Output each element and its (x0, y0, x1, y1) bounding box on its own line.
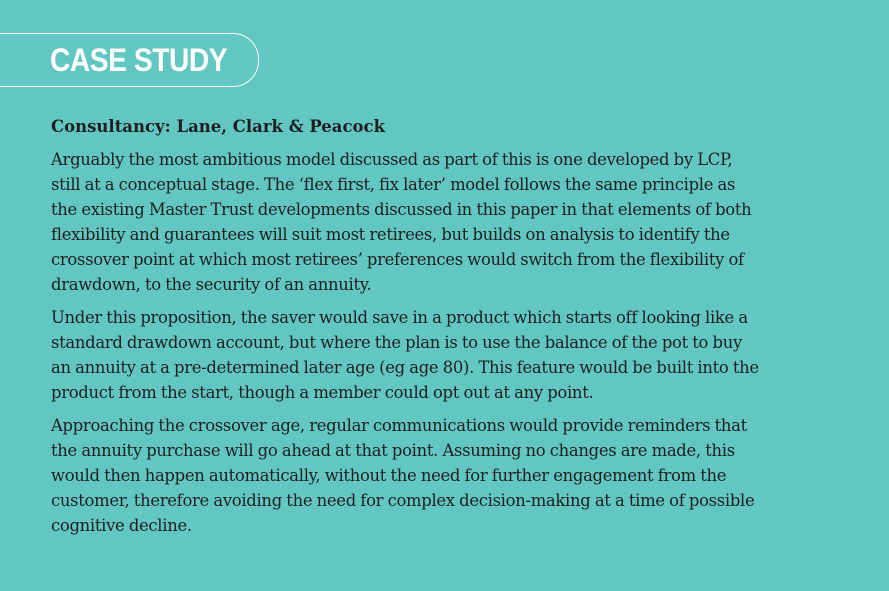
paragraph-line: cognitive decline. (51, 516, 192, 535)
paragraph-line: the existing Master Trust developments discussed in this paper in that elements of both (51, 200, 752, 219)
paragraph-line: Approaching the crossover age, regular communications would provide reminders that (51, 416, 747, 435)
paragraph-line: the annuity purchase will go ahead at that point. Assuming no changes are made, this (51, 441, 735, 460)
paragraph-line: still at a conceptual stage. The ‘flex first, fix later’ model follows the same principle as (51, 175, 736, 194)
paragraph-line: product from the start, though a member could opt out at any point. (51, 383, 594, 402)
paragraph-line: crossover point at which most retirees’ preferences would switch from the flexibility of (51, 250, 744, 269)
paragraph-line: Arguably the most ambitious model discussed as part of this is one developed by LCP, (51, 150, 733, 169)
paragraph-line: standard drawdown account, but where the plan is to use the balance of the pot to buy (51, 333, 742, 352)
paragraph-line: drawdown, to the security of an annuity. (51, 275, 372, 294)
paragraph-line: Under this proposition, the saver would save in a product which starts off looking like a (51, 308, 748, 327)
consultancy-heading: Consultancy: Lane, Clark & Peacock (51, 117, 386, 136)
paragraph-line: flexibility and guarantees will suit most retirees, but builds on analysis to identify the (51, 225, 730, 244)
paragraph-3 (51, 413, 851, 538)
paragraph-2 (51, 305, 851, 405)
paragraph-line: an annuity at a pre-determined later age (eg age 80). This feature would be built into the (51, 358, 759, 377)
paragraph-line: would then happen automatically, without the need for further engagement from the (51, 466, 727, 485)
case-study-title: CASE STUDY (50, 42, 228, 78)
paragraph-line: customer, therefore avoiding the need for complex decision-making at a time of possible (51, 491, 755, 510)
case-study-content (51, 114, 851, 546)
paragraph-1 (51, 147, 851, 297)
